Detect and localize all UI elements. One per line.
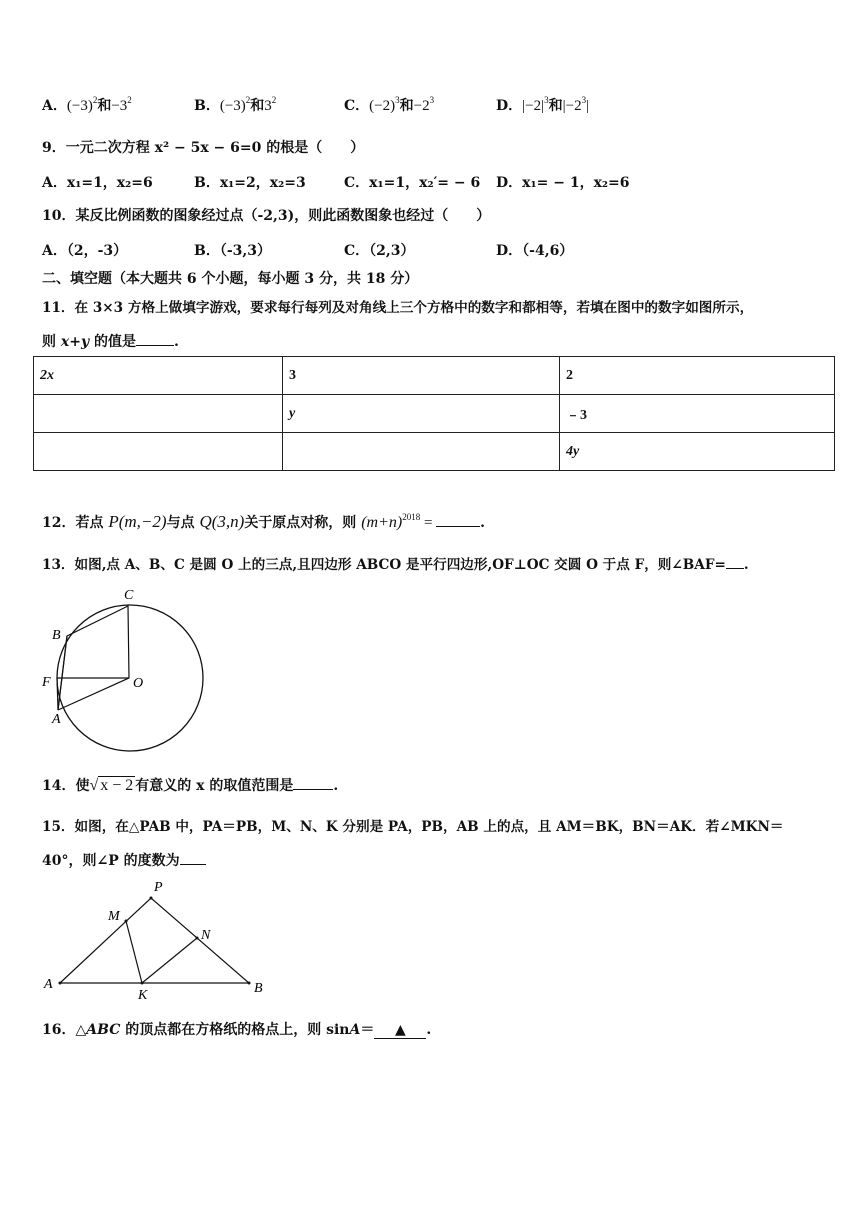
triangle-marker-icon: ▲ bbox=[394, 1022, 406, 1038]
label-c: C bbox=[124, 588, 134, 603]
table-row bbox=[34, 433, 835, 471]
grid-cell: 4y bbox=[560, 433, 835, 471]
answer-blank bbox=[374, 1022, 426, 1039]
q13-circle-figure bbox=[40, 584, 210, 754]
q11-stem-line1: 11．在 3×3 方格上做填字游戏，要求每行每列及对角线上三个方格中的数字和都相等，若填在图中的数字如图所示， bbox=[42, 300, 754, 316]
label-f: F bbox=[42, 675, 51, 690]
q9-stem: 9．一元二次方程 x² − 5x − 6=0 的根是（ ） bbox=[42, 140, 365, 156]
q10-option-c: C．（2,3） bbox=[344, 243, 415, 259]
q11-stem-line2: 则 x+y 的值是 . bbox=[42, 334, 179, 350]
q14-stem: 14．使√ x − 2 有意义的 x 的取值范围是 . bbox=[42, 777, 339, 794]
q15-stem-line1: 15．如图，在△PAB 中，PA＝PB，M、N、K 分别是 PA，PB，AB 上的点，且 AM＝BK，BN＝AK．若∠MKN＝ bbox=[42, 819, 784, 835]
segment-mk bbox=[126, 921, 142, 983]
q8-option-d: D．$|-2|^3$和$|-2^3|$ bbox=[496, 95, 590, 114]
q8-option-b: B．$(-3)^2$和$3^2$ bbox=[194, 95, 277, 114]
segment-kn bbox=[142, 938, 197, 983]
label-b: B bbox=[52, 628, 61, 643]
grid-cell: 2x bbox=[34, 357, 283, 395]
label-m: M bbox=[108, 909, 120, 924]
triangle-pab bbox=[60, 898, 249, 983]
q8-option-a: A．$(-3)^2$和$-3^2$ bbox=[42, 95, 132, 114]
section-heading-fill-in: 二、填空题（本大题共 6 个小题，每小题 3 分，共 18 分） bbox=[42, 271, 419, 287]
point-b bbox=[248, 982, 251, 985]
q11-grid-table bbox=[33, 356, 835, 471]
point-k bbox=[141, 982, 144, 985]
grid-cell: 2 bbox=[560, 357, 835, 395]
segment-ba bbox=[58, 636, 67, 710]
q12-stem: 12．若点 P(m,−2)与点 Q(3,n)关于原点对称，则 $(m+n)^{2018}$ = . bbox=[42, 512, 486, 531]
grid-cell: y bbox=[283, 395, 560, 433]
label-a: A bbox=[44, 977, 53, 992]
q9-option-c: C．x₁=1，x₂′= − 6 bbox=[344, 175, 481, 191]
q15-stem-line2: 40°，则∠P 的度数为 bbox=[42, 850, 206, 870]
q13-stem: 13．如图,点 A、B、C 是圆 O 上的三点,且四边形 ABCO 是平行四边形,OF⊥OC 交圆 O 于点 F，则∠BAF= . bbox=[42, 557, 749, 573]
label-a: A bbox=[52, 712, 61, 727]
grid-cell: ﹣3 bbox=[560, 395, 835, 433]
q10-option-b: B．（-3,3） bbox=[194, 243, 271, 259]
q10-stem: 10．某反比例函数的图象经过点（-2,3)，则此函数图象也经过（ ） bbox=[42, 208, 491, 224]
q8-option-c: C．$(-2)^3$和$-2^3$ bbox=[344, 95, 435, 114]
point-a bbox=[59, 982, 62, 985]
label-n: N bbox=[201, 928, 211, 943]
point-m bbox=[125, 920, 128, 923]
q9-option-d: D．x₁= − 1，x₂=6 bbox=[496, 175, 630, 191]
grid-cell bbox=[34, 433, 283, 471]
point-n bbox=[196, 937, 199, 940]
q15-triangle-figure bbox=[40, 878, 270, 1002]
q10-option-a: A．（2，-3） bbox=[42, 243, 128, 259]
label-k: K bbox=[138, 988, 148, 1002]
q16-stem: 16．△ABC 的顶点都在方格纸的格点上，则 sinA＝ ▲ . bbox=[42, 1022, 432, 1038]
q10-option-d: D．（-4,6） bbox=[496, 243, 574, 259]
label-o: O bbox=[133, 676, 144, 691]
label-p: P bbox=[154, 880, 163, 895]
q9-option-b: B．x₁=2，x₂=3 bbox=[194, 175, 306, 191]
label-b: B bbox=[254, 981, 263, 996]
segment-fa bbox=[57, 678, 58, 710]
parallelogram-abco bbox=[58, 606, 129, 710]
grid-cell bbox=[283, 433, 560, 471]
table-row bbox=[34, 395, 835, 433]
grid-cell bbox=[34, 395, 283, 433]
point-p bbox=[150, 897, 153, 900]
grid-cell: 3 bbox=[283, 357, 560, 395]
table-row bbox=[34, 357, 835, 395]
q9-option-a: A．x₁=1，x₂=6 bbox=[42, 175, 153, 191]
